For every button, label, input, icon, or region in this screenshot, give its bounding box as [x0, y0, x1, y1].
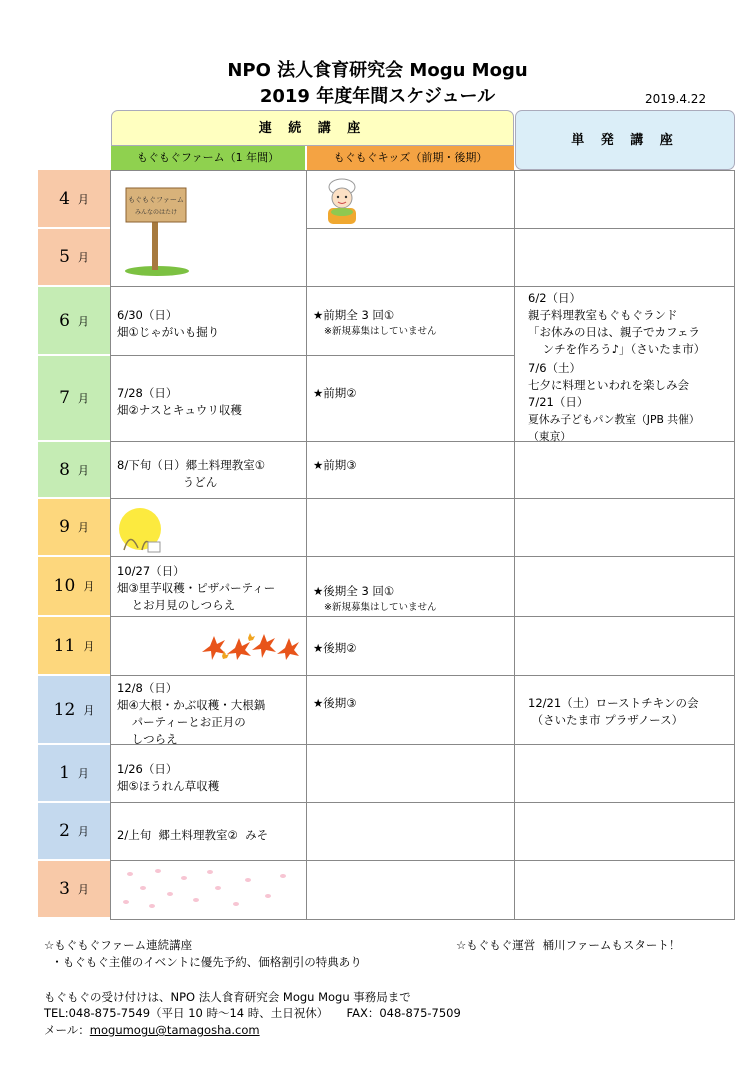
month-mar [38, 861, 110, 919]
month-suffix: 月 [77, 251, 89, 264]
month-suffix: 月 [83, 580, 95, 593]
kids-aug: ★前期③ [313, 458, 357, 472]
month-number: 5 [59, 247, 70, 267]
month-number: 12 [53, 699, 76, 720]
kids-oct: ★後期全 3 回① [313, 584, 395, 598]
mail-label: メール： [44, 1023, 90, 1037]
month-feb [38, 803, 110, 861]
farm-jul: 7/28（日） 畑②ナスとキュウリ収穫 [117, 386, 242, 417]
month-jul [38, 356, 110, 442]
farm-sign-illustration [122, 180, 192, 276]
month-number: 7 [59, 388, 70, 408]
issue-date: 2019.4.22 [645, 92, 707, 106]
farm-jun: 6/30（日） 畑①じゃがいも掘り [117, 308, 220, 339]
autumn-leaves-illustration [200, 630, 300, 662]
footer-tel-fax: TEL:048-875-7549（平日 10 時～14 時、土日祝休） FAX：048-875-7509 [44, 1006, 461, 1020]
title-organization: NPO 法人食育研究会 Mogu Mogu [227, 60, 528, 81]
month-suffix: 月 [77, 392, 89, 405]
month-suffix: 月 [77, 463, 89, 477]
footer-contact: もぐもぐの受け付けは、NPO 法人食育研究会 Mogu Mogu 事務局まで [44, 990, 411, 1004]
farm-feb: 2/上旬 郷土料理教室② みそ [117, 828, 269, 842]
kids-jun: ★前期全 3 回① [313, 308, 395, 322]
month-may [38, 229, 110, 287]
farm-oct: 10/27（日） 畑③里芋収穫・ピザパーティー とお月見のしつらえ [117, 564, 276, 612]
month-suffix: 月 [83, 703, 95, 717]
chef-illustration [322, 178, 362, 226]
footer-farm-title: ☆もぐもぐファーム連続講座 [44, 938, 193, 952]
kids-jul: ★前期② [313, 386, 357, 400]
moon-illustration [116, 506, 166, 554]
sign-text-line1: もぐもぐファーム [128, 196, 184, 204]
month-number: 6 [59, 310, 70, 331]
month-number: 10 [53, 576, 76, 596]
month-oct [38, 557, 110, 617]
footer-farm-note: ・もぐもぐ主催のイベントに優先予約、価格割引の特典あり [44, 955, 362, 969]
month-jun [38, 287, 110, 356]
single-jul-bread: 夏休み子どもパン教室（JPB 共催） （東京） [528, 413, 700, 443]
kids-jun-note: ※新規募集はしていません [324, 326, 437, 337]
email-link[interactable]: mogumogu@tamagosha.com [89, 1023, 260, 1037]
farm-jan: 1/26（日） 畑⑤ほうれん草収穫 [117, 762, 220, 793]
header-kids: もぐもぐキッズ（前期・後期） [307, 146, 514, 170]
month-suffix: 月 [77, 825, 89, 838]
month-apr [38, 170, 110, 229]
farm-dec: 12/8（日） 畑④大根・かぶ収穫・大根鍋 パーティーとお正月の しつらえ [117, 681, 266, 746]
header-single-courses: 単 発 講 座 [515, 110, 735, 170]
single-dec: 12/21（土）ローストチキンの会 （さいたま市 プラザノース） [528, 696, 699, 727]
month-aug [38, 442, 110, 499]
sign-text-line2: みんなのはたけ [134, 209, 178, 216]
month-dec [38, 676, 110, 745]
title-schedule: 2019 年度年間スケジュール [259, 86, 496, 107]
month-number: 8 [59, 459, 70, 480]
month-number: 1 [59, 763, 70, 783]
farm-aug: 8/下旬（日）郷土料理教室① うどん [117, 458, 265, 489]
kids-dec: ★後期③ [313, 696, 357, 710]
month-suffix: 月 [77, 767, 89, 780]
month-number: 4 [59, 188, 70, 209]
month-number: 11 [53, 635, 76, 656]
cherry-petals-illustration [118, 866, 298, 914]
month-suffix: 月 [77, 192, 89, 206]
header-farm: もぐもぐファーム（1 年間） [111, 146, 305, 170]
single-jun: 6/2（日） 親子料理教室もぐもぐランド 「お休みの日は、親子でカフェラ ンチを作ろう♪」（さいたま市） [528, 291, 706, 356]
month-sep [38, 499, 110, 557]
footer-mail-row [44, 1021, 260, 1039]
month-jan [38, 745, 110, 803]
kids-oct-note: ※新規募集はしていません [324, 602, 437, 613]
month-number: 2 [59, 821, 70, 841]
month-number: 9 [59, 517, 70, 537]
month-suffix: 月 [77, 314, 89, 328]
month-number: 3 [59, 879, 70, 899]
footer-okegawa: ☆もぐもぐ運営 桶川ファームもスタート！ [456, 938, 681, 952]
month-suffix: 月 [83, 639, 95, 653]
month-nov [38, 617, 110, 676]
single-jul: 7/6（土） 七夕に料理といわれを楽しみ会 7/21（日） [528, 361, 689, 409]
kids-nov: ★後期② [313, 641, 357, 655]
header-series-courses: 連 続 講 座 [111, 110, 514, 146]
month-suffix: 月 [77, 883, 89, 896]
month-suffix: 月 [77, 521, 89, 534]
